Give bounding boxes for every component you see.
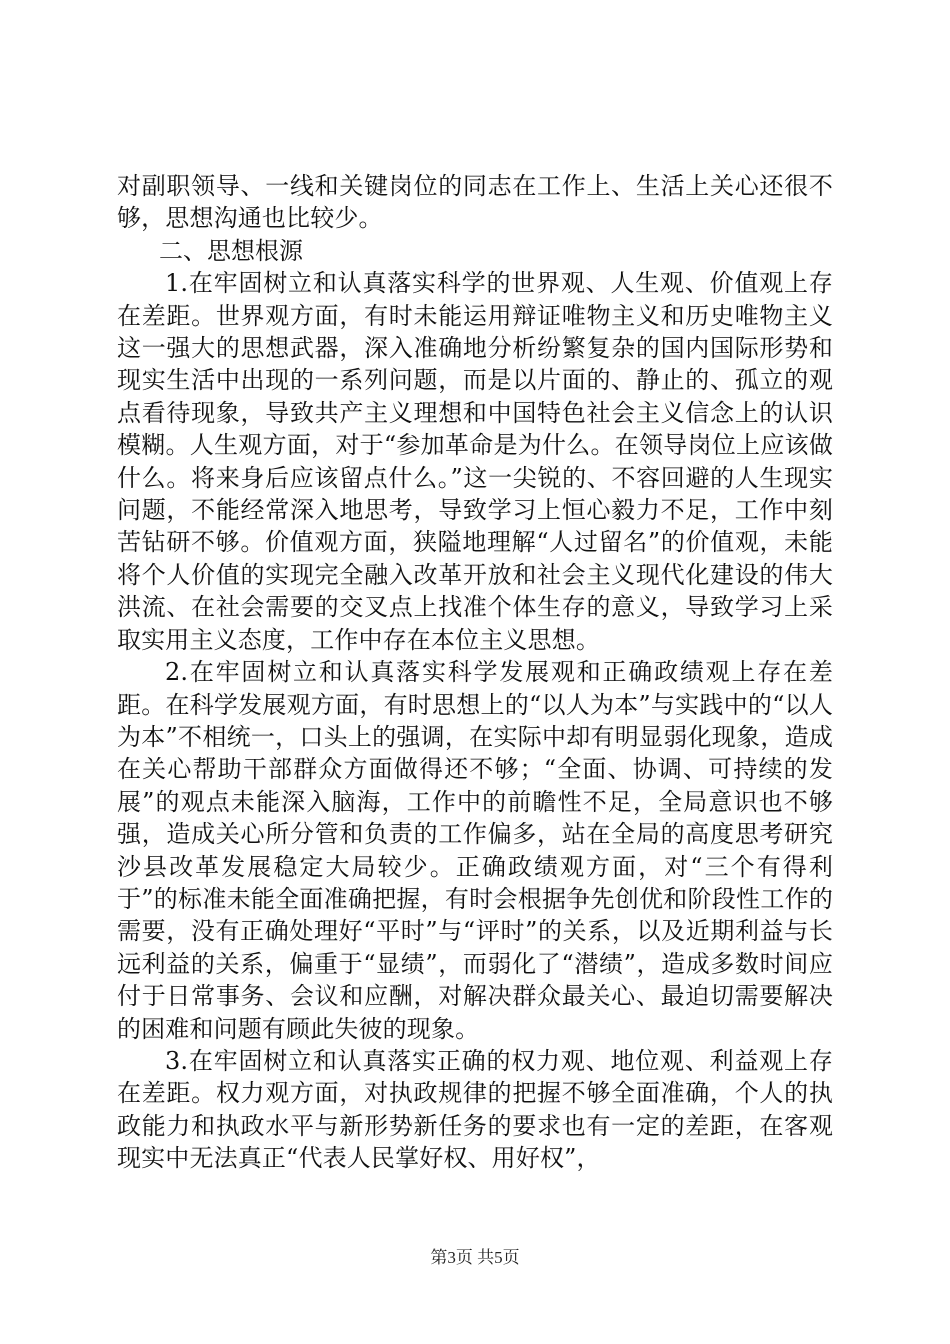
document-body <box>117 170 833 1175</box>
paragraph-item-1: 1.在牢固树立和认真落实科学的世界观、人生观、价值观上存在差距。世界观方面，有时未能运用辩证唯物主义和历史唯物主义这一强大的思想武器，深入准确地分析纷繁复杂的国内国际形势和现实生活中出现的一系列问题，而是以片面的、静止的、孤立的观点看待现象，导致共产主义理想和中国特色社会主义信念上的认识模糊。人生观方面，对于“参加革命是为什么。在领导岗位上应该做什么。将来身后应该留点什么。”这一尖锐的、不容回避的人生现实问题，不能经常深入地思考，导致学习上恒心毅力不足，工作中刻苦钻研不够。价值观方面，狭隘地理解“人过留名”的价值观，未能将个人价值的实现完全融入改革开放和社会主义现代化建设的伟大洪流、在社会需要的交叉点上找准个体生存的意义，导致学习上采取实用主义态度，工作中存在本位主义思想。 <box>117 269 833 654</box>
paragraph-continuation: 对副职领导、一线和关键岗位的同志在工作上、生活上关心还很不够，思想沟通也比较少。 <box>117 172 833 233</box>
paragraph-item-2: 2.在牢固树立和认真落实科学发展观和正确政绩观上存在差距。在科学发展观方面，有时思想上的“以人为本”与实践中的“以人为本”不相统一，口头上的强调，在实际中却有明显弱化现象，造成在关心帮助干部群众方面做得还不够；“全面、协调、可持续的发展”的观点未能深入脑海，工作中的前瞻性不足，全局意识也不够强，造成关心所分管和负责的工作偏多，站在全局的高度思考研究沙县改革发展稳定大局较少。正确政绩观方面，对“三个有得利于”的标准未能全面准确把握，有时会根据争先创优和阶段性工作的需要，没有正确处理好“平时”与“评时”的关系，以及近期利益与长远利益的关系，偏重于“显绩”，而弱化了“潜绩”，造成多数时间应付于日常事务、会议和应酬，对解决群众最关心、最迫切需要解决的困难和问题有顾此失彼的现象。 <box>117 658 833 1043</box>
section-heading: 二、思想根源 <box>159 236 303 265</box>
paragraph-item-3: 3.在牢固树立和认真落实正确的权力观、地位观、利益观上存在差距。权力观方面，对执政规律的把握不够全面准确，个人的执政能力和执政水平与新形势新任务的要求也有一定的差距，在客观现实中无法真正“代表人民掌好权、用好权”， <box>117 1046 833 1173</box>
page-footer: 第3页 共5页 <box>430 1248 520 1267</box>
